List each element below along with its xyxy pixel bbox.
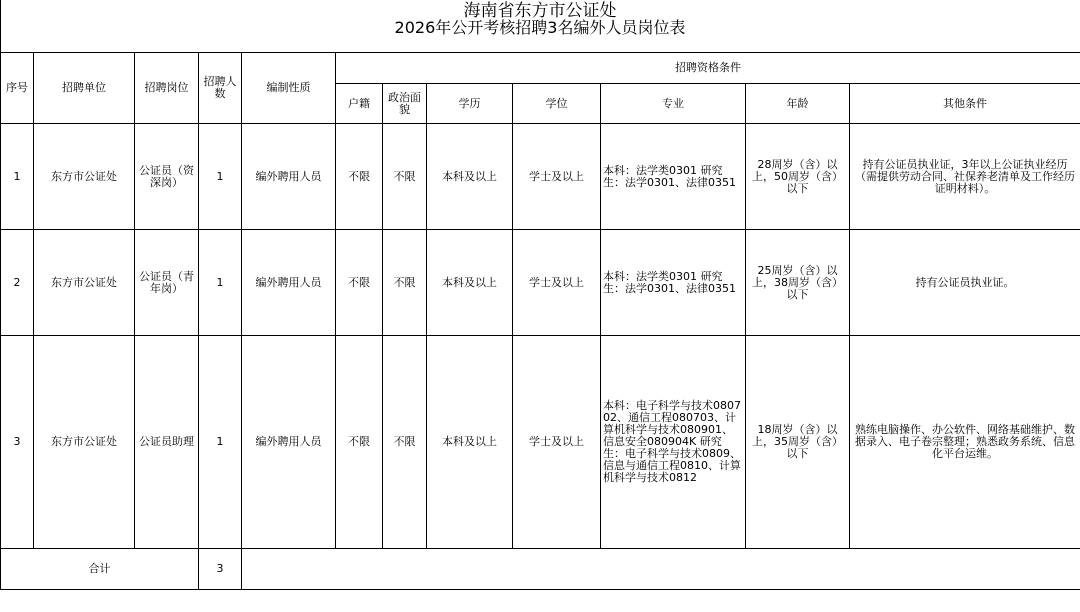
header-nature: 编制性质 (242, 53, 336, 124)
header-age: 年龄 (746, 84, 850, 124)
cell-nature: 编外聘用人员 (242, 336, 336, 549)
cell-seq: 2 (1, 230, 34, 336)
cell-huji: 不限 (336, 230, 383, 336)
cell-other: 持有公证员执业证，3年以上公证执业经历（需提供劳动合同、社保养老清单及工作经历证明材料）。 (850, 124, 1080, 230)
cell-position: 公证员（资深岗） (135, 124, 199, 230)
cell-degree: 学士及以上 (513, 336, 601, 549)
cell-huji: 不限 (336, 124, 383, 230)
table-row (1, 230, 1080, 336)
header-count: 招聘人数 (199, 53, 242, 124)
cell-unit: 东方市公证处 (34, 230, 135, 336)
header-degree: 学位 (513, 84, 601, 124)
cell-other: 熟练电脑操作、办公软件、网络基础维护、数据录入、电子卷宗整理；熟悉政务系统、信息化平台运维。 (850, 336, 1080, 549)
header-row-1 (1, 53, 1080, 84)
cell-seq: 3 (1, 336, 34, 549)
cell-major: 本科：法学类0301 研究生：法学0301、法律0351 (601, 124, 746, 230)
cell-age: 25周岁（含）以上，38周岁（含）以下 (746, 230, 850, 336)
header-other: 其他条件 (850, 84, 1080, 124)
cell-count: 1 (199, 336, 242, 549)
cell-major: 本科：法学类0301 研究生：法学0301、法律0351 (601, 230, 746, 336)
header-politics: 政治面貌 (383, 84, 427, 124)
cell-degree: 学士及以上 (513, 230, 601, 336)
header-unit: 招聘单位 (34, 53, 135, 124)
total-blank (242, 549, 1080, 590)
header-seq: 序号 (1, 53, 34, 124)
page-subtitle: 2026年公开考核招聘3名编外人员岗位表 (394, 18, 686, 37)
header-education: 学历 (427, 84, 513, 124)
cell-degree: 学士及以上 (513, 124, 601, 230)
cell-politics: 不限 (383, 124, 427, 230)
cell-unit: 东方市公证处 (34, 336, 135, 549)
cell-nature: 编外聘用人员 (242, 124, 336, 230)
header-huji: 户籍 (336, 84, 383, 124)
cell-nature: 编外聘用人员 (242, 230, 336, 336)
header-major: 专业 (601, 84, 746, 124)
cell-politics: 不限 (383, 230, 427, 336)
total-label: 合计 (1, 549, 199, 590)
cell-position: 公证员助理 (135, 336, 199, 549)
header-conditions: 招聘资格条件 (336, 53, 1080, 84)
cell-age: 18周岁（含）以上，35周岁（含）以下 (746, 336, 850, 549)
cell-seq: 1 (1, 124, 34, 230)
total-row (1, 549, 1080, 590)
cell-major: 本科：电子科学与技术080702、通信工程080703、计算机科学与技术080901、信息安全080904K 研究生：电子科学与技术0809、信息与通信工程0810、计算机科学与技术0812 (601, 336, 746, 549)
cell-position: 公证员（青年岗） (135, 230, 199, 336)
page-title: 海南省东方市公证处 (463, 1, 617, 21)
cell-age: 28周岁（含）以上，50周岁（含）以下 (746, 124, 850, 230)
cell-huji: 不限 (336, 336, 383, 549)
cell-politics: 不限 (383, 336, 427, 549)
cell-education: 本科及以上 (427, 336, 513, 549)
header-position: 招聘岗位 (135, 53, 199, 124)
total-count: 3 (199, 549, 242, 590)
table-row (1, 124, 1080, 230)
cell-education: 本科及以上 (427, 230, 513, 336)
cell-count: 1 (199, 230, 242, 336)
cell-unit: 东方市公证处 (34, 124, 135, 230)
cell-education: 本科及以上 (427, 124, 513, 230)
recruitment-table (0, 52, 1080, 590)
cell-count: 1 (199, 124, 242, 230)
cell-other: 持有公证员执业证。 (850, 230, 1080, 336)
table-row (1, 336, 1080, 549)
